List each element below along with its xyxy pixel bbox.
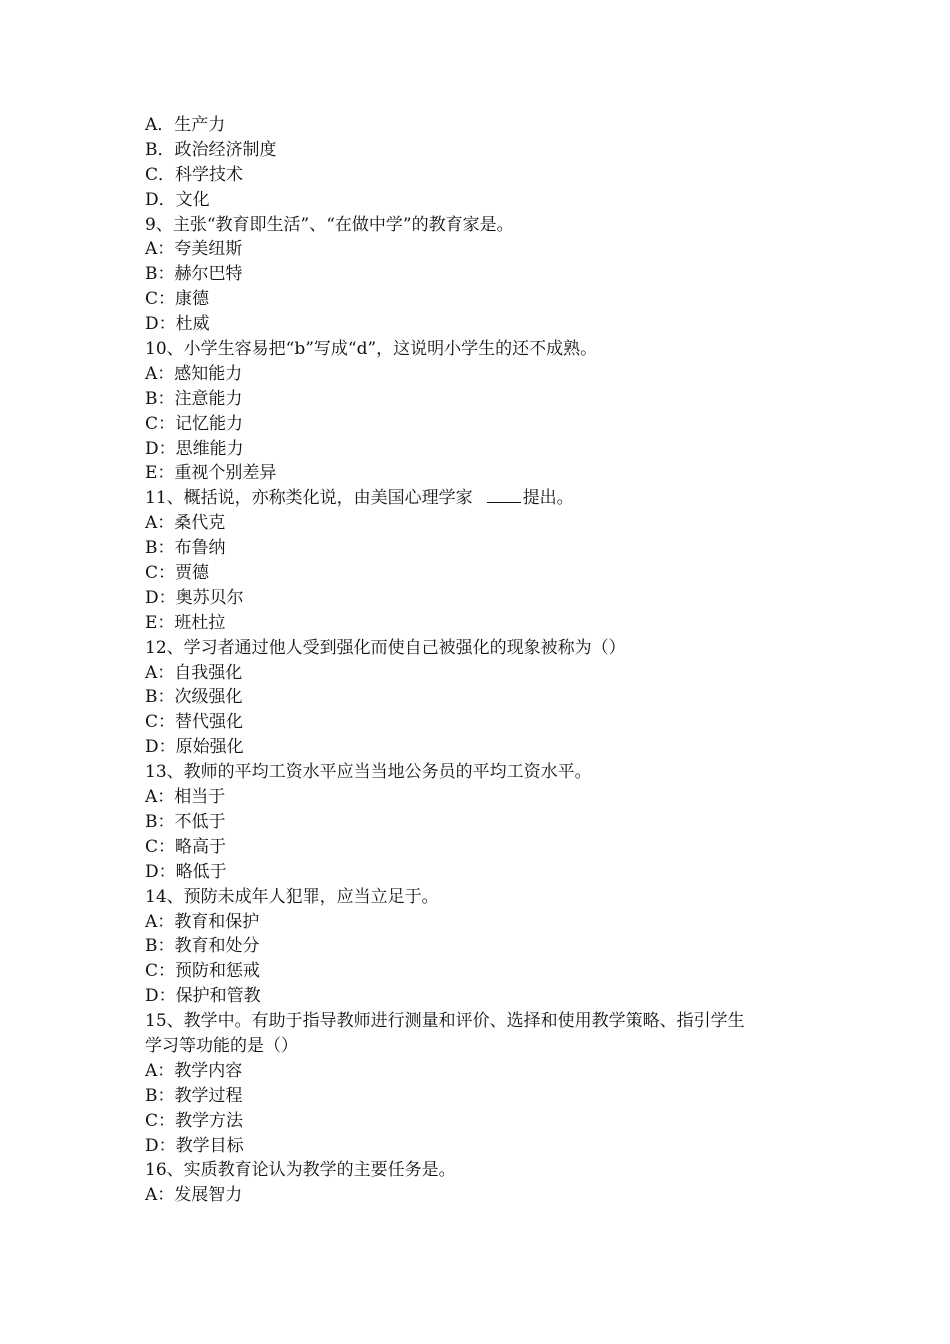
option-line: A：夸美纽斯 <box>145 239 243 260</box>
option-line: C：略高于 <box>145 836 227 857</box>
option-line: B：赫尔巴特 <box>145 264 243 285</box>
option-line: E：重视个别差异 <box>145 463 277 484</box>
question-15: 15、教学中。有助于指导教师进行测量和评价、选择和使用教学策略、指引学生 <box>145 1011 745 1032</box>
question-11 <box>145 486 825 511</box>
option-line: D：教学目标 <box>145 1135 244 1156</box>
option-line: B．政治经济制度 <box>145 139 277 160</box>
option-line: D：原始强化 <box>145 737 244 758</box>
option-line: D：杜威 <box>145 314 210 335</box>
option-line: C：预防和惩戒 <box>145 961 261 982</box>
option-line: B：布鲁纳 <box>145 538 226 559</box>
option-line: B：注意能力 <box>145 388 243 409</box>
option-line: D：思维能力 <box>145 438 244 459</box>
option-line: B：不低于 <box>145 811 226 832</box>
option-line: A：教育和保护 <box>145 911 260 932</box>
option-line: D：略低于 <box>145 861 227 882</box>
question-9: 9、主张“教育即生活”、“在做中学”的教育家是。 <box>145 214 514 235</box>
question-15-continued: 学习等功能的是（） <box>145 1035 298 1056</box>
option-line: C：康德 <box>145 289 210 310</box>
option-line: A：桑代克 <box>145 513 226 534</box>
option-line: C：记忆能力 <box>145 413 244 434</box>
question-16: 16、实质教育论认为教学的主要任务是。 <box>145 1160 456 1181</box>
question-11-tail: 提出。 <box>522 488 574 509</box>
option-line: C：替代强化 <box>145 712 244 733</box>
option-line: C：教学方法 <box>145 1110 244 1131</box>
option-line: E：班杜拉 <box>145 612 226 633</box>
question-10: 10、小学生容易把“b”写成“d”，这说明小学生的还不成熟。 <box>145 339 598 360</box>
option-line: B：教学过程 <box>145 1085 243 1106</box>
option-line: A：发展智力 <box>145 1185 243 1206</box>
question-13: 13、教师的平均工资水平应当当地公务员的平均工资水平。 <box>145 762 592 783</box>
option-line: C：贾德 <box>145 563 210 584</box>
option-line: A：相当于 <box>145 787 226 808</box>
option-line: C．科学技术 <box>145 164 244 185</box>
option-line: A：教学内容 <box>145 1060 243 1081</box>
answer-blank <box>487 486 521 503</box>
document-body <box>145 113 825 1208</box>
question-11-text: 11、概括说，亦称类化说，由美国心理学家 <box>145 488 473 509</box>
option-line: D：奥苏贝尔 <box>145 587 244 608</box>
option-line: B：次级强化 <box>145 687 243 708</box>
question-14: 14、预防未成年人犯罪，应当立足于。 <box>145 886 439 907</box>
question-12: 12、学习者通过他人受到强化而使自己被强化的现象被称为（） <box>145 637 626 658</box>
option-line: A：感知能力 <box>145 363 243 384</box>
option-line: A．生产力 <box>145 115 226 135</box>
option-line: D：保护和管教 <box>145 986 261 1007</box>
option-line: B：教育和处分 <box>145 936 260 957</box>
option-line: D．文化 <box>145 189 210 210</box>
option-line: A：自我强化 <box>145 662 243 683</box>
